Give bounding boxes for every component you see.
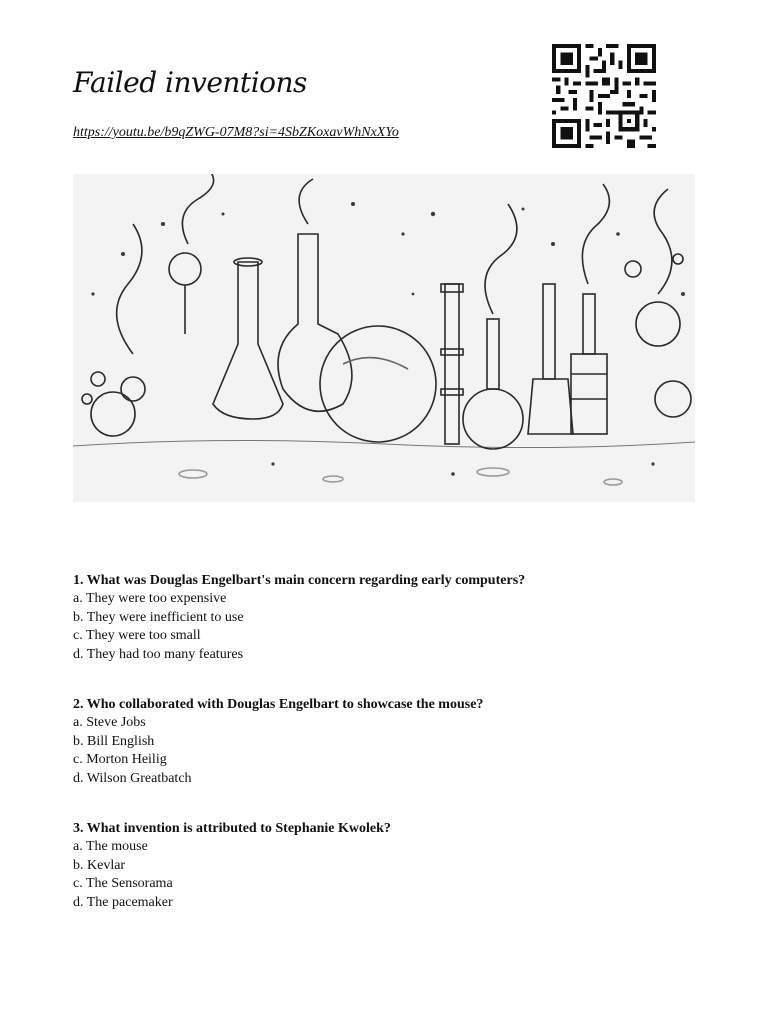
answer-option: c. They were too small — [73, 628, 201, 644]
answer-option: b. Kevlar — [73, 857, 126, 873]
answer-option: d. Wilson Greatbatch — [73, 770, 192, 786]
question-3 — [73, 820, 391, 912]
page-title: Failed inventions — [73, 66, 307, 99]
laboratory-glassware-illustration — [73, 174, 695, 502]
answer-option: a. The mouse — [73, 839, 148, 855]
answer-option: d. The pacemaker — [73, 894, 173, 910]
question-text: 2. Who collaborated with Douglas Engelbart to showcase the mouse? — [73, 697, 484, 712]
question-text: 3. What invention is attributed to Stephanie Kwolek? — [73, 821, 391, 836]
answer-option: a. They were too expensive — [73, 591, 227, 607]
answer-option: d. They had too many features — [73, 646, 244, 662]
question-2 — [73, 696, 483, 788]
question-text: 1. What was Douglas Engelbart's main concern regarding early computers? — [73, 573, 526, 588]
answer-option: b. Bill English — [73, 733, 155, 749]
question-1 — [73, 572, 525, 664]
video-link[interactable]: https://youtu.be/b9qZWG-07M8?si=4SbZKoxavWhNxXYo — [73, 125, 399, 140]
answer-option: b. They were inefficient to use — [73, 609, 244, 625]
answer-option: c. The Sensorama — [73, 876, 173, 892]
qr-code-icon — [548, 44, 660, 148]
answer-option: a. Steve Jobs — [73, 715, 146, 731]
answer-option: c. Morton Heilig — [73, 752, 167, 768]
